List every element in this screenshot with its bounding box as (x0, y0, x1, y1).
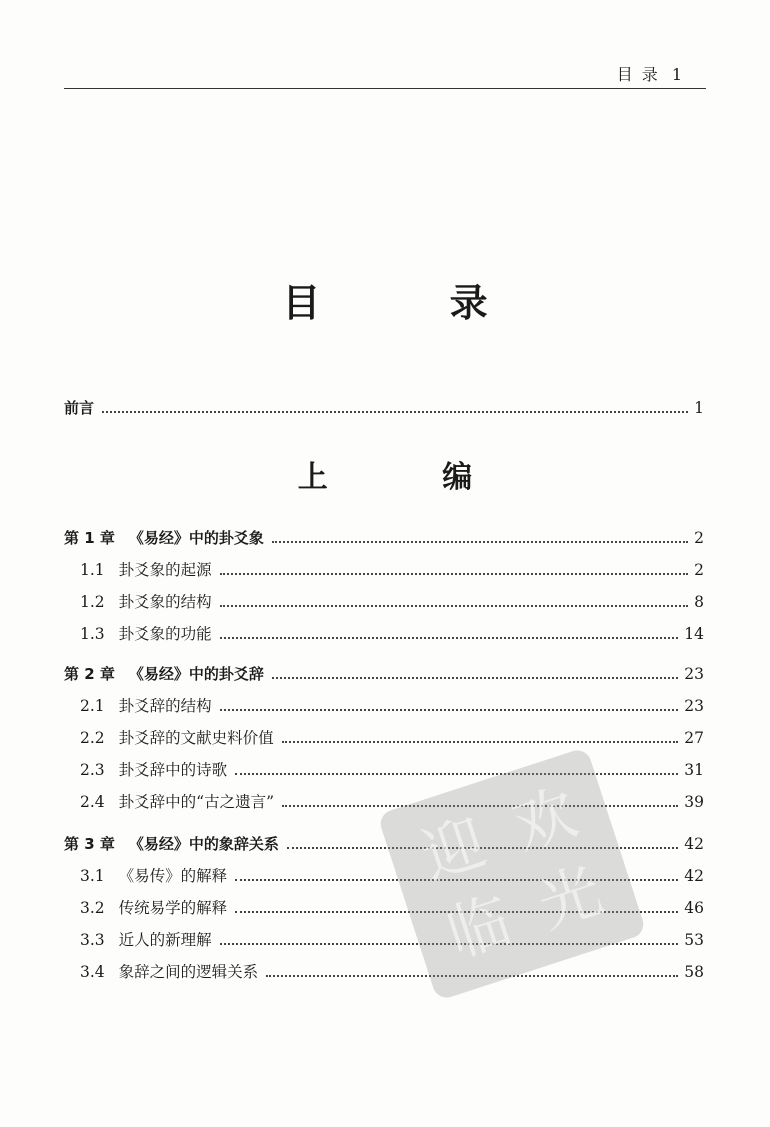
entry-label: 卦爻辞中的诗歌 (118, 761, 228, 779)
toc-entry-section[interactable] (80, 758, 704, 782)
entry-label: 《易经》中的卦爻象 (128, 529, 264, 547)
entry-number: 2.3 (80, 761, 105, 779)
dot-leader (220, 605, 688, 607)
toc-entry-section[interactable] (80, 622, 704, 646)
dot-leader (220, 709, 679, 711)
entry-number: 3.2 (80, 899, 105, 917)
toc-entry-section[interactable] (80, 726, 704, 750)
dot-leader (272, 677, 678, 679)
entry-number: 第 3 章 (64, 835, 115, 853)
entry-page: 23 (684, 665, 704, 683)
entry-page: 46 (684, 899, 704, 917)
entry-page: 1 (694, 399, 704, 417)
part-title: 上 编 (297, 460, 525, 495)
entry-label: 传统易学的解释 (118, 899, 228, 917)
watermark-stamp-glyph: 光 (529, 853, 611, 942)
entry-label: 卦爻辞的文献史料价值 (118, 729, 274, 747)
entry-number: 3.1 (80, 867, 105, 885)
entry-page: 23 (684, 697, 704, 715)
entry-number: 第 1 章 (64, 529, 115, 547)
entry-label: 卦爻辞的结构 (118, 697, 212, 715)
dot-leader (272, 541, 688, 543)
entry-page: 31 (684, 761, 704, 779)
entry-page: 58 (684, 963, 704, 981)
entry-label: 《易经》中的卦爻辞 (128, 665, 264, 683)
watermark-stamp-glyph: 临 (438, 883, 520, 972)
entry-label: 卦爻象的结构 (118, 593, 212, 611)
toc-entry-section[interactable] (80, 960, 704, 984)
entry-page: 39 (684, 793, 704, 811)
entry-number: 1.2 (80, 593, 105, 611)
toc-entry-section[interactable] (80, 694, 704, 718)
watermark-stamp-glyph: 欢 (504, 775, 586, 864)
entry-number: 3.4 (80, 963, 105, 981)
dot-leader (282, 741, 679, 743)
entry-label: 前言 (64, 399, 95, 417)
dot-leader (102, 411, 688, 413)
entry-number: 2.1 (80, 697, 105, 715)
entry-label: 近人的新理解 (118, 931, 212, 949)
toc-entry-chapter[interactable] (64, 662, 704, 686)
entry-number: 1.1 (80, 561, 105, 579)
toc-entry-section[interactable] (80, 590, 704, 614)
toc-entry-section[interactable] (80, 558, 704, 582)
dot-leader (235, 773, 678, 775)
watermark-stamp-glyphs (395, 766, 628, 981)
entry-label: 卦爻象的功能 (118, 625, 212, 643)
entry-number: 第 2 章 (64, 665, 115, 683)
toc-entry-preface[interactable] (64, 396, 704, 420)
running-head-page-number: 1 (671, 65, 684, 84)
entry-label: 卦爻象的起源 (118, 561, 212, 579)
watermark-stamp-glyph: 迎 (412, 805, 495, 894)
toc-entry-chapter[interactable] (64, 526, 704, 550)
entry-label: 卦爻辞中的“古之遗言” (118, 793, 275, 811)
entry-number: 1.3 (80, 625, 105, 643)
entry-page: 42 (684, 867, 704, 885)
entry-page: 14 (684, 625, 704, 643)
entry-page: 2 (694, 529, 704, 547)
entry-label: 象辞之间的逻辑关系 (118, 963, 259, 981)
entry-page: 2 (694, 561, 704, 579)
entry-number: 3.3 (80, 931, 105, 949)
entry-page: 8 (694, 593, 704, 611)
entry-label: 《易经》中的象辞关系 (128, 835, 279, 853)
running-head-text (617, 62, 684, 85)
dot-leader (220, 637, 679, 639)
running-head (64, 58, 706, 89)
entry-label: 《易传》的解释 (118, 867, 228, 885)
entry-number: 2.2 (80, 729, 105, 747)
page-title: 目 录 (282, 281, 546, 325)
entry-number: 2.4 (80, 793, 105, 811)
dot-leader (220, 573, 688, 575)
entry-page: 27 (684, 729, 704, 747)
entry-page: 42 (684, 835, 704, 853)
entry-page: 53 (684, 931, 704, 949)
running-head-title: 目 录 (616, 65, 660, 84)
